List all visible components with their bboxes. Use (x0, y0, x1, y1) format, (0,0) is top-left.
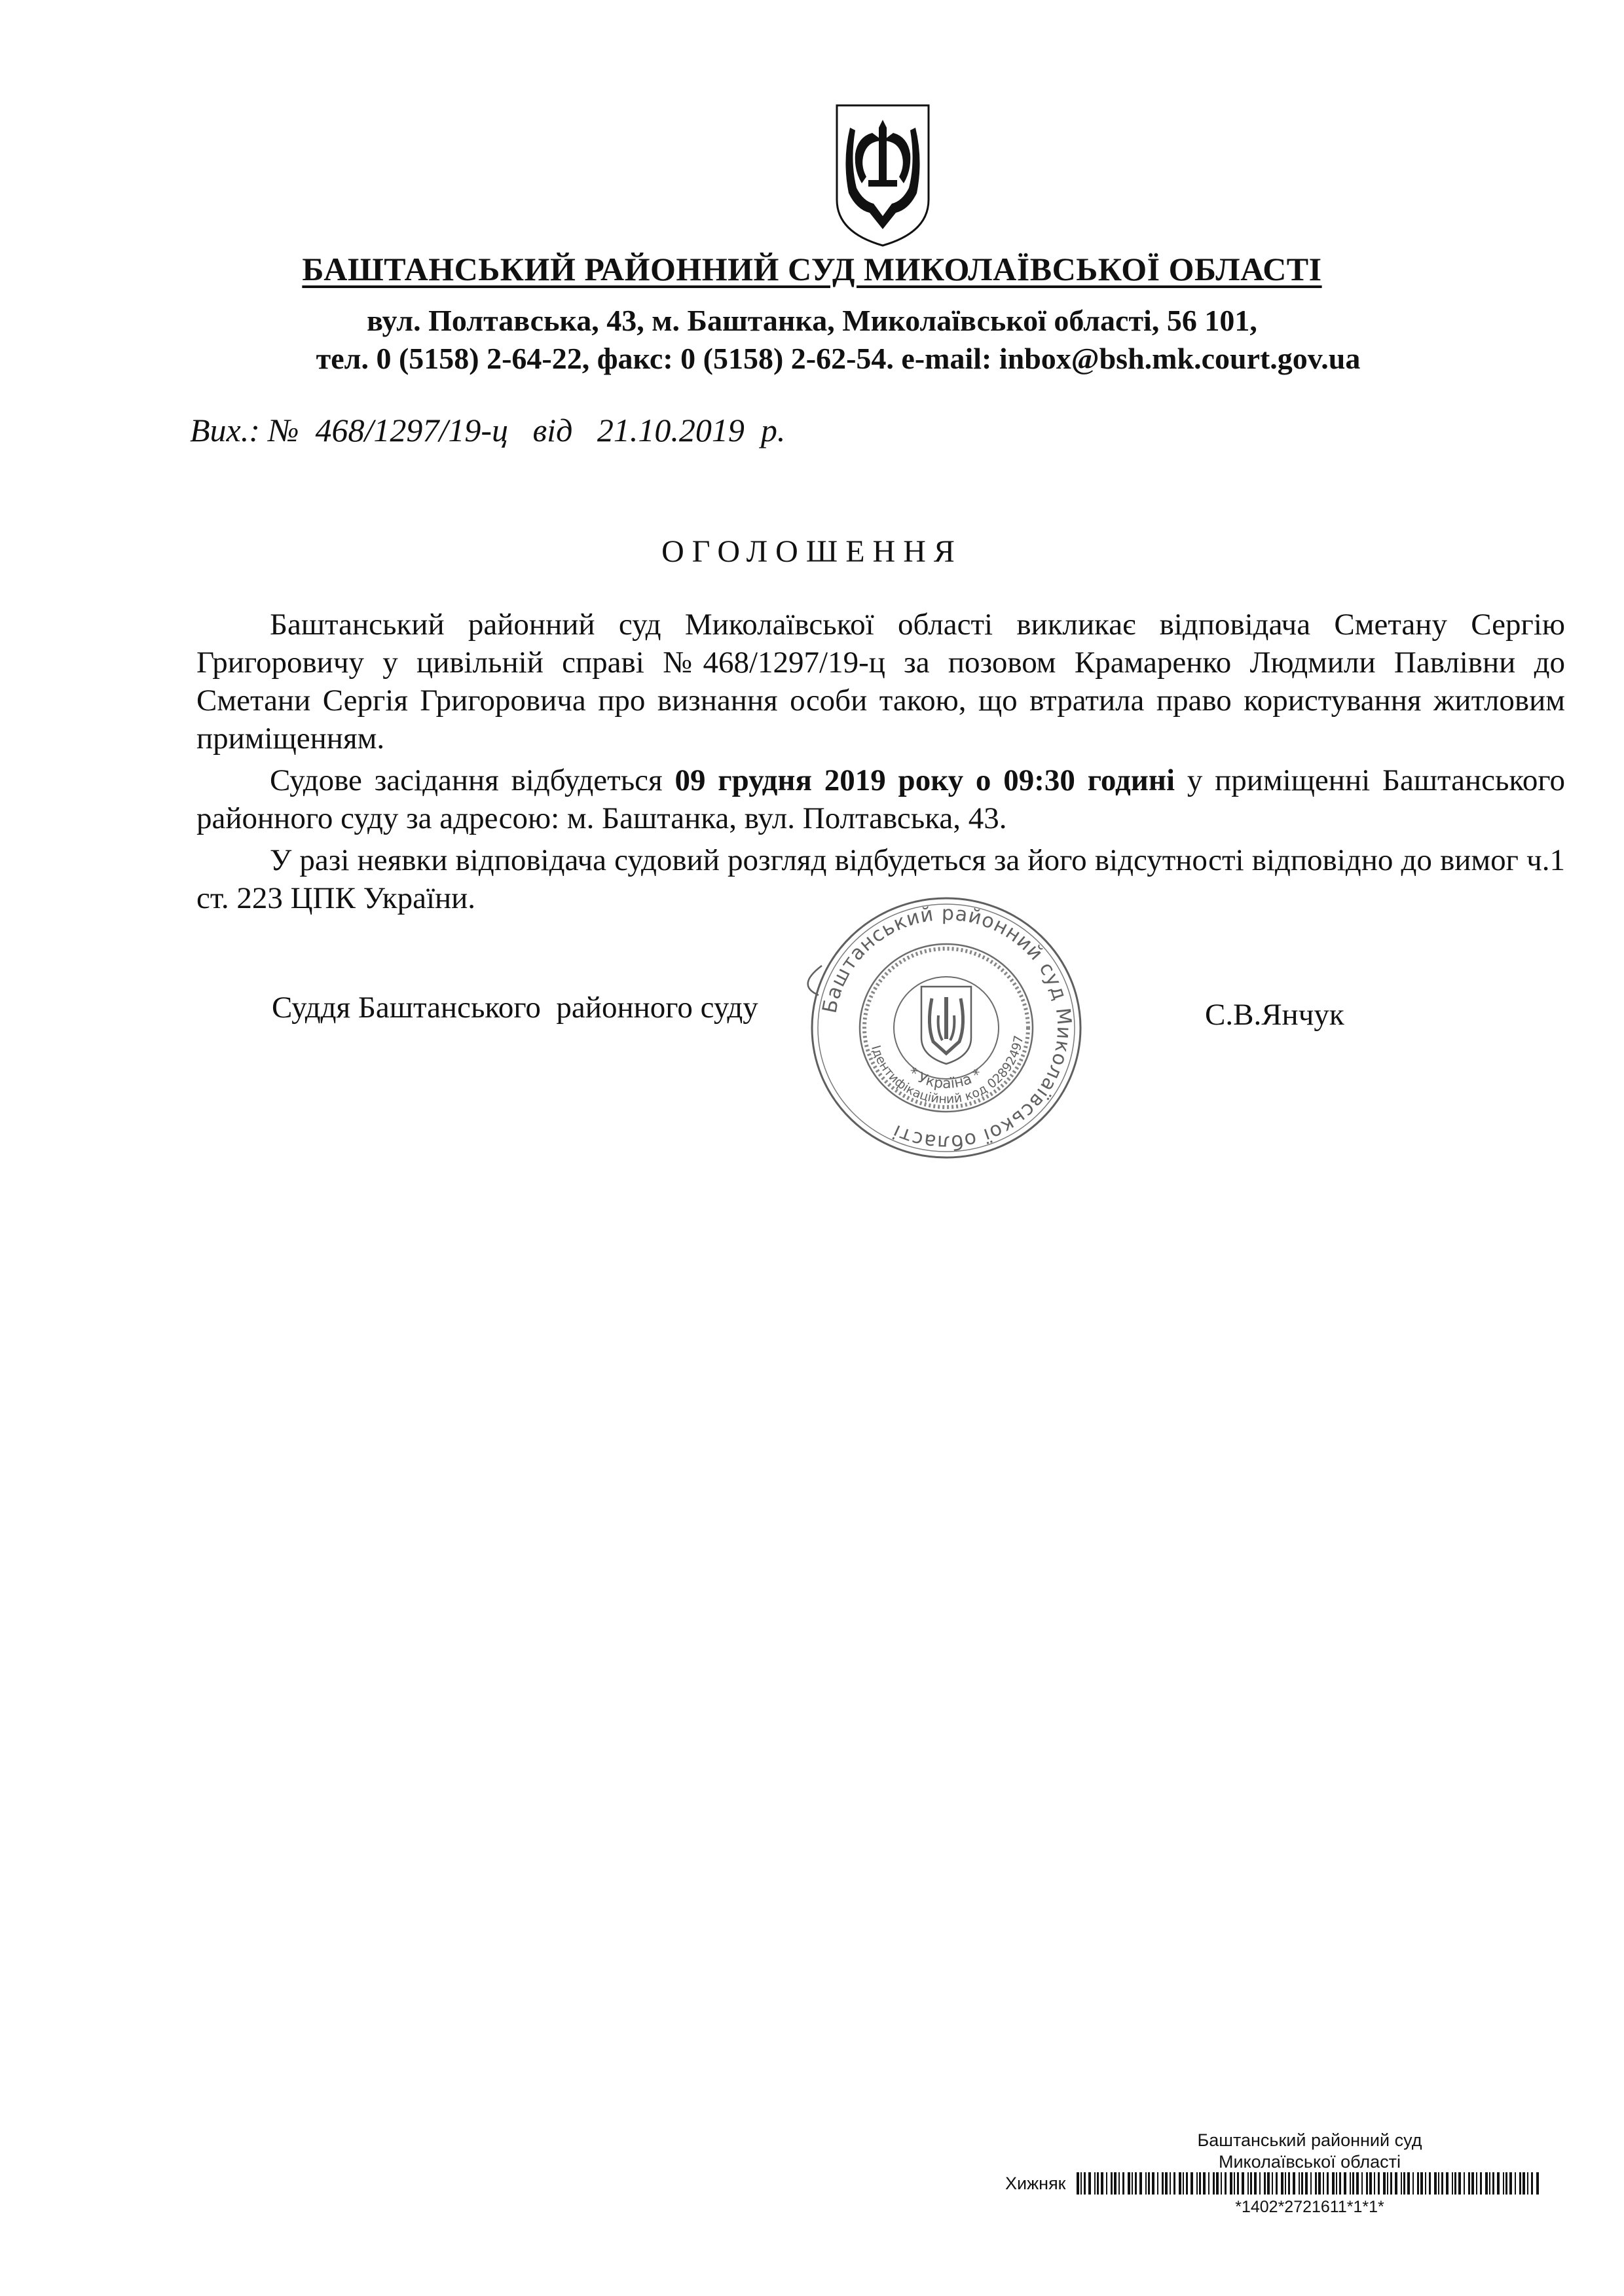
barcode-bar (1468, 2172, 1470, 2195)
barcode-bar (1299, 2172, 1300, 2195)
seal-trident-icon (921, 987, 971, 1064)
hearing-location: у приміщенні Баштанського районного суду за адресою: м. Баштанка, вул. Полтавська, 43. (196, 763, 1565, 835)
barcode-bar (1327, 2172, 1329, 2195)
barcode-bar (1237, 2172, 1239, 2195)
barcode-bar (1480, 2172, 1482, 2195)
barcode-bar (1250, 2172, 1252, 2195)
barcode-bar (1315, 2172, 1317, 2195)
registry-stamp (1113, 2130, 1506, 2173)
barcode-bar (1157, 2172, 1158, 2195)
coat-of-arms-icon (830, 101, 935, 249)
barcode-icon (1074, 2172, 1542, 2195)
barcode-bar (1276, 2172, 1278, 2195)
barcode-bar (1366, 2172, 1368, 2195)
barcode-bar (1429, 2172, 1431, 2195)
barcode-bar (1458, 2172, 1461, 2195)
body-paragraph-2 (196, 761, 1565, 837)
barcode-bar (1527, 2172, 1528, 2195)
barcode-bar (1369, 2172, 1372, 2195)
barcode-bar (1401, 2172, 1402, 2195)
barcode-bar (1264, 2172, 1266, 2195)
barcode-bar (1106, 2172, 1107, 2195)
barcode-bar (1118, 2172, 1120, 2195)
barcode-bar (1272, 2172, 1273, 2195)
barcode-bar (1135, 2172, 1137, 2195)
registry-line-2: Миколаївської області (1218, 2152, 1401, 2172)
barcode-bar (1332, 2172, 1335, 2195)
barcode-bar (1395, 2172, 1397, 2195)
barcode-bar (1216, 2172, 1219, 2195)
barcode-bar (1454, 2172, 1456, 2195)
judge-name: С.В.Янчук (1205, 998, 1344, 1032)
barcode-bar (1242, 2172, 1244, 2195)
barcode-bar (1196, 2172, 1198, 2195)
barcode-bar (1179, 2172, 1181, 2195)
barcode-bar (1323, 2172, 1324, 2195)
barcode-bar (1420, 2172, 1423, 2195)
barcode-bar (1165, 2172, 1168, 2195)
barcode-bar (1318, 2172, 1321, 2195)
barcode-bar (1503, 2172, 1504, 2195)
barcode-bar (1374, 2172, 1375, 2195)
outgoing-reference (190, 411, 785, 449)
barcode-bar (1183, 2172, 1184, 2195)
court-contacts: тел. 0 (5158) 2-64-22, факс: 0 (5158) 2-62-54. e-mail: inbox@bsh.mk.court.gov.ua (316, 342, 1361, 375)
outgoing-date: 21.10.2019 (597, 412, 745, 448)
outgoing-prefix: Вих.: № (190, 412, 299, 448)
registry-line-1: Баштанський районний суд (1197, 2130, 1422, 2150)
barcode-bar (1522, 2172, 1525, 2195)
barcode-bar (1285, 2172, 1286, 2195)
barcode-bar (1208, 2172, 1209, 2195)
barcode-bar (1417, 2172, 1419, 2195)
barcode-bar (1152, 2172, 1154, 2195)
registry-clerk: Хижняк (1005, 2174, 1066, 2193)
barcode-bar (1234, 2172, 1235, 2195)
barcode-bar (1378, 2172, 1380, 2195)
hearing-datetime: 09 грудня 2019 року о 09:30 годині (674, 763, 1175, 797)
barcode-bar (1509, 2172, 1512, 2195)
barcode-bar (1213, 2172, 1215, 2195)
barcode-bar (1489, 2172, 1490, 2195)
barcode-bar (1139, 2172, 1142, 2195)
barcode-bar (1356, 2172, 1359, 2195)
barcode-bar (1336, 2172, 1337, 2195)
seal-inner-text: Ідентифікаційний код 02892497 (868, 1034, 1027, 1107)
barcode-bar (1190, 2172, 1193, 2195)
barcode-bar (1162, 2172, 1164, 2195)
barcode-number: *1402*2721611*1*1* (1235, 2198, 1384, 2216)
barcode-bar (1403, 2172, 1405, 2195)
barcode-bar (1305, 2172, 1308, 2195)
barcode-bar (1476, 2172, 1477, 2195)
seal-outer-text: Баштанський районний суд Миколаївської області (818, 902, 1076, 1154)
barcode-bar (1288, 2172, 1290, 2195)
barcode-bar (1383, 2172, 1386, 2195)
barcode-bar (1515, 2172, 1516, 2195)
barcode-bar (1101, 2172, 1103, 2195)
court-seal-icon (802, 887, 1090, 1169)
barcode-bar (1132, 2172, 1133, 2195)
barcode-bar (1505, 2172, 1507, 2195)
barcode-bar (1148, 2172, 1150, 2195)
court-header (196, 249, 1428, 375)
barcode-bar (1221, 2172, 1222, 2195)
barcode-bar (1203, 2172, 1206, 2195)
barcode-bar (1536, 2172, 1539, 2195)
barcode-bar (1173, 2172, 1175, 2195)
barcode-bar (1281, 2172, 1283, 2195)
barcode-bar (1247, 2172, 1249, 2195)
barcode-bar (1186, 2172, 1188, 2195)
barcode-bar (1471, 2172, 1474, 2195)
barcode-bar (1425, 2172, 1426, 2195)
barcode-bar (1434, 2172, 1437, 2195)
barcode-bar (1145, 2172, 1147, 2195)
barcode-bar (1438, 2172, 1439, 2195)
court-name: БАШТАНСЬКИЙ РАЙОННИЙ СУД МИКОЛАЇВСЬКОЇ ОБЛАСТІ (302, 251, 1322, 287)
barcode-bar (1230, 2172, 1232, 2195)
svg-text:Ідентифікаційний код 02892497 (868, 1034, 1026, 1106)
body-paragraph-3: У разі неявки відповідача судовий розгляд відбудеться за його відсутності відповідно до вимог ч.1 ст. 223 ЦПК України. (196, 843, 1565, 915)
judge-title: Суддя Баштанського районного суду (272, 991, 758, 1025)
barcode-bar (1128, 2172, 1130, 2195)
barcode-bar (1293, 2172, 1295, 2195)
barcode-bar (1084, 2172, 1086, 2195)
barcode-bar (1170, 2172, 1171, 2195)
barcode-bar (1390, 2172, 1392, 2195)
document-title: ОГОЛОШЕННЯ (661, 534, 963, 569)
outgoing-number: 468/1297/19-ц (315, 412, 508, 448)
barcode-bar (1350, 2172, 1351, 2195)
barcode-bar (1485, 2172, 1488, 2195)
barcode-bar (1446, 2172, 1449, 2195)
barcode-bar (1111, 2172, 1113, 2195)
barcode-bar (1077, 2172, 1079, 2195)
barcode-bar (1387, 2172, 1388, 2195)
barcode-bar (1497, 2172, 1500, 2195)
barcode-bar (1310, 2172, 1312, 2195)
barcode-bar (1339, 2172, 1341, 2195)
outgoing-suffix: р. (760, 412, 786, 448)
barcode-bar (1531, 2172, 1533, 2195)
barcode-bar (1441, 2172, 1443, 2195)
barcode-bar (1519, 2172, 1521, 2195)
barcode-bar (1407, 2172, 1410, 2195)
barcode-bar (1452, 2172, 1453, 2195)
barcode-bar (1097, 2172, 1099, 2195)
barcode-bar (1301, 2172, 1303, 2195)
outgoing-from-label: від (532, 412, 573, 448)
barcode-bar (1344, 2172, 1346, 2195)
barcode-bar (1094, 2172, 1096, 2195)
barcode-bar (1259, 2172, 1261, 2195)
barcode-bar (1267, 2172, 1270, 2195)
court-address: вул. Полтавська, 43, м. Баштанка, Миколаївської області, 56 101, (367, 304, 1257, 337)
hearing-intro: Судове засідання відбудеться (270, 763, 675, 797)
seal-bottom-text: * Україна * (904, 1064, 986, 1093)
barcode-bar (1080, 2172, 1082, 2195)
barcode-bar (1122, 2172, 1124, 2195)
barcode-bar (1352, 2172, 1354, 2195)
barcode-bar (1361, 2172, 1363, 2195)
barcode-bar (1088, 2172, 1091, 2195)
barcode-bar (1254, 2172, 1257, 2195)
barcode-bar (1114, 2172, 1116, 2195)
barcode-bar (1225, 2172, 1227, 2195)
document-body (196, 606, 1565, 917)
barcode-bar (1199, 2172, 1201, 2195)
barcode-bar (1464, 2172, 1465, 2195)
barcode-bar (1492, 2172, 1494, 2195)
body-paragraph-1: Баштанський районний суд Миколаївської області викликає відповідача Сметану Сергію Григоровичу у цивільній справі №468/1297/19-ц за позовом Крамаренко Людмили Павлівни до Сметани Сергія Григоровича про визнання особи такою, що втратила право користування житловим приміщенням. (196, 608, 1565, 756)
barcode-bar (1412, 2172, 1414, 2195)
